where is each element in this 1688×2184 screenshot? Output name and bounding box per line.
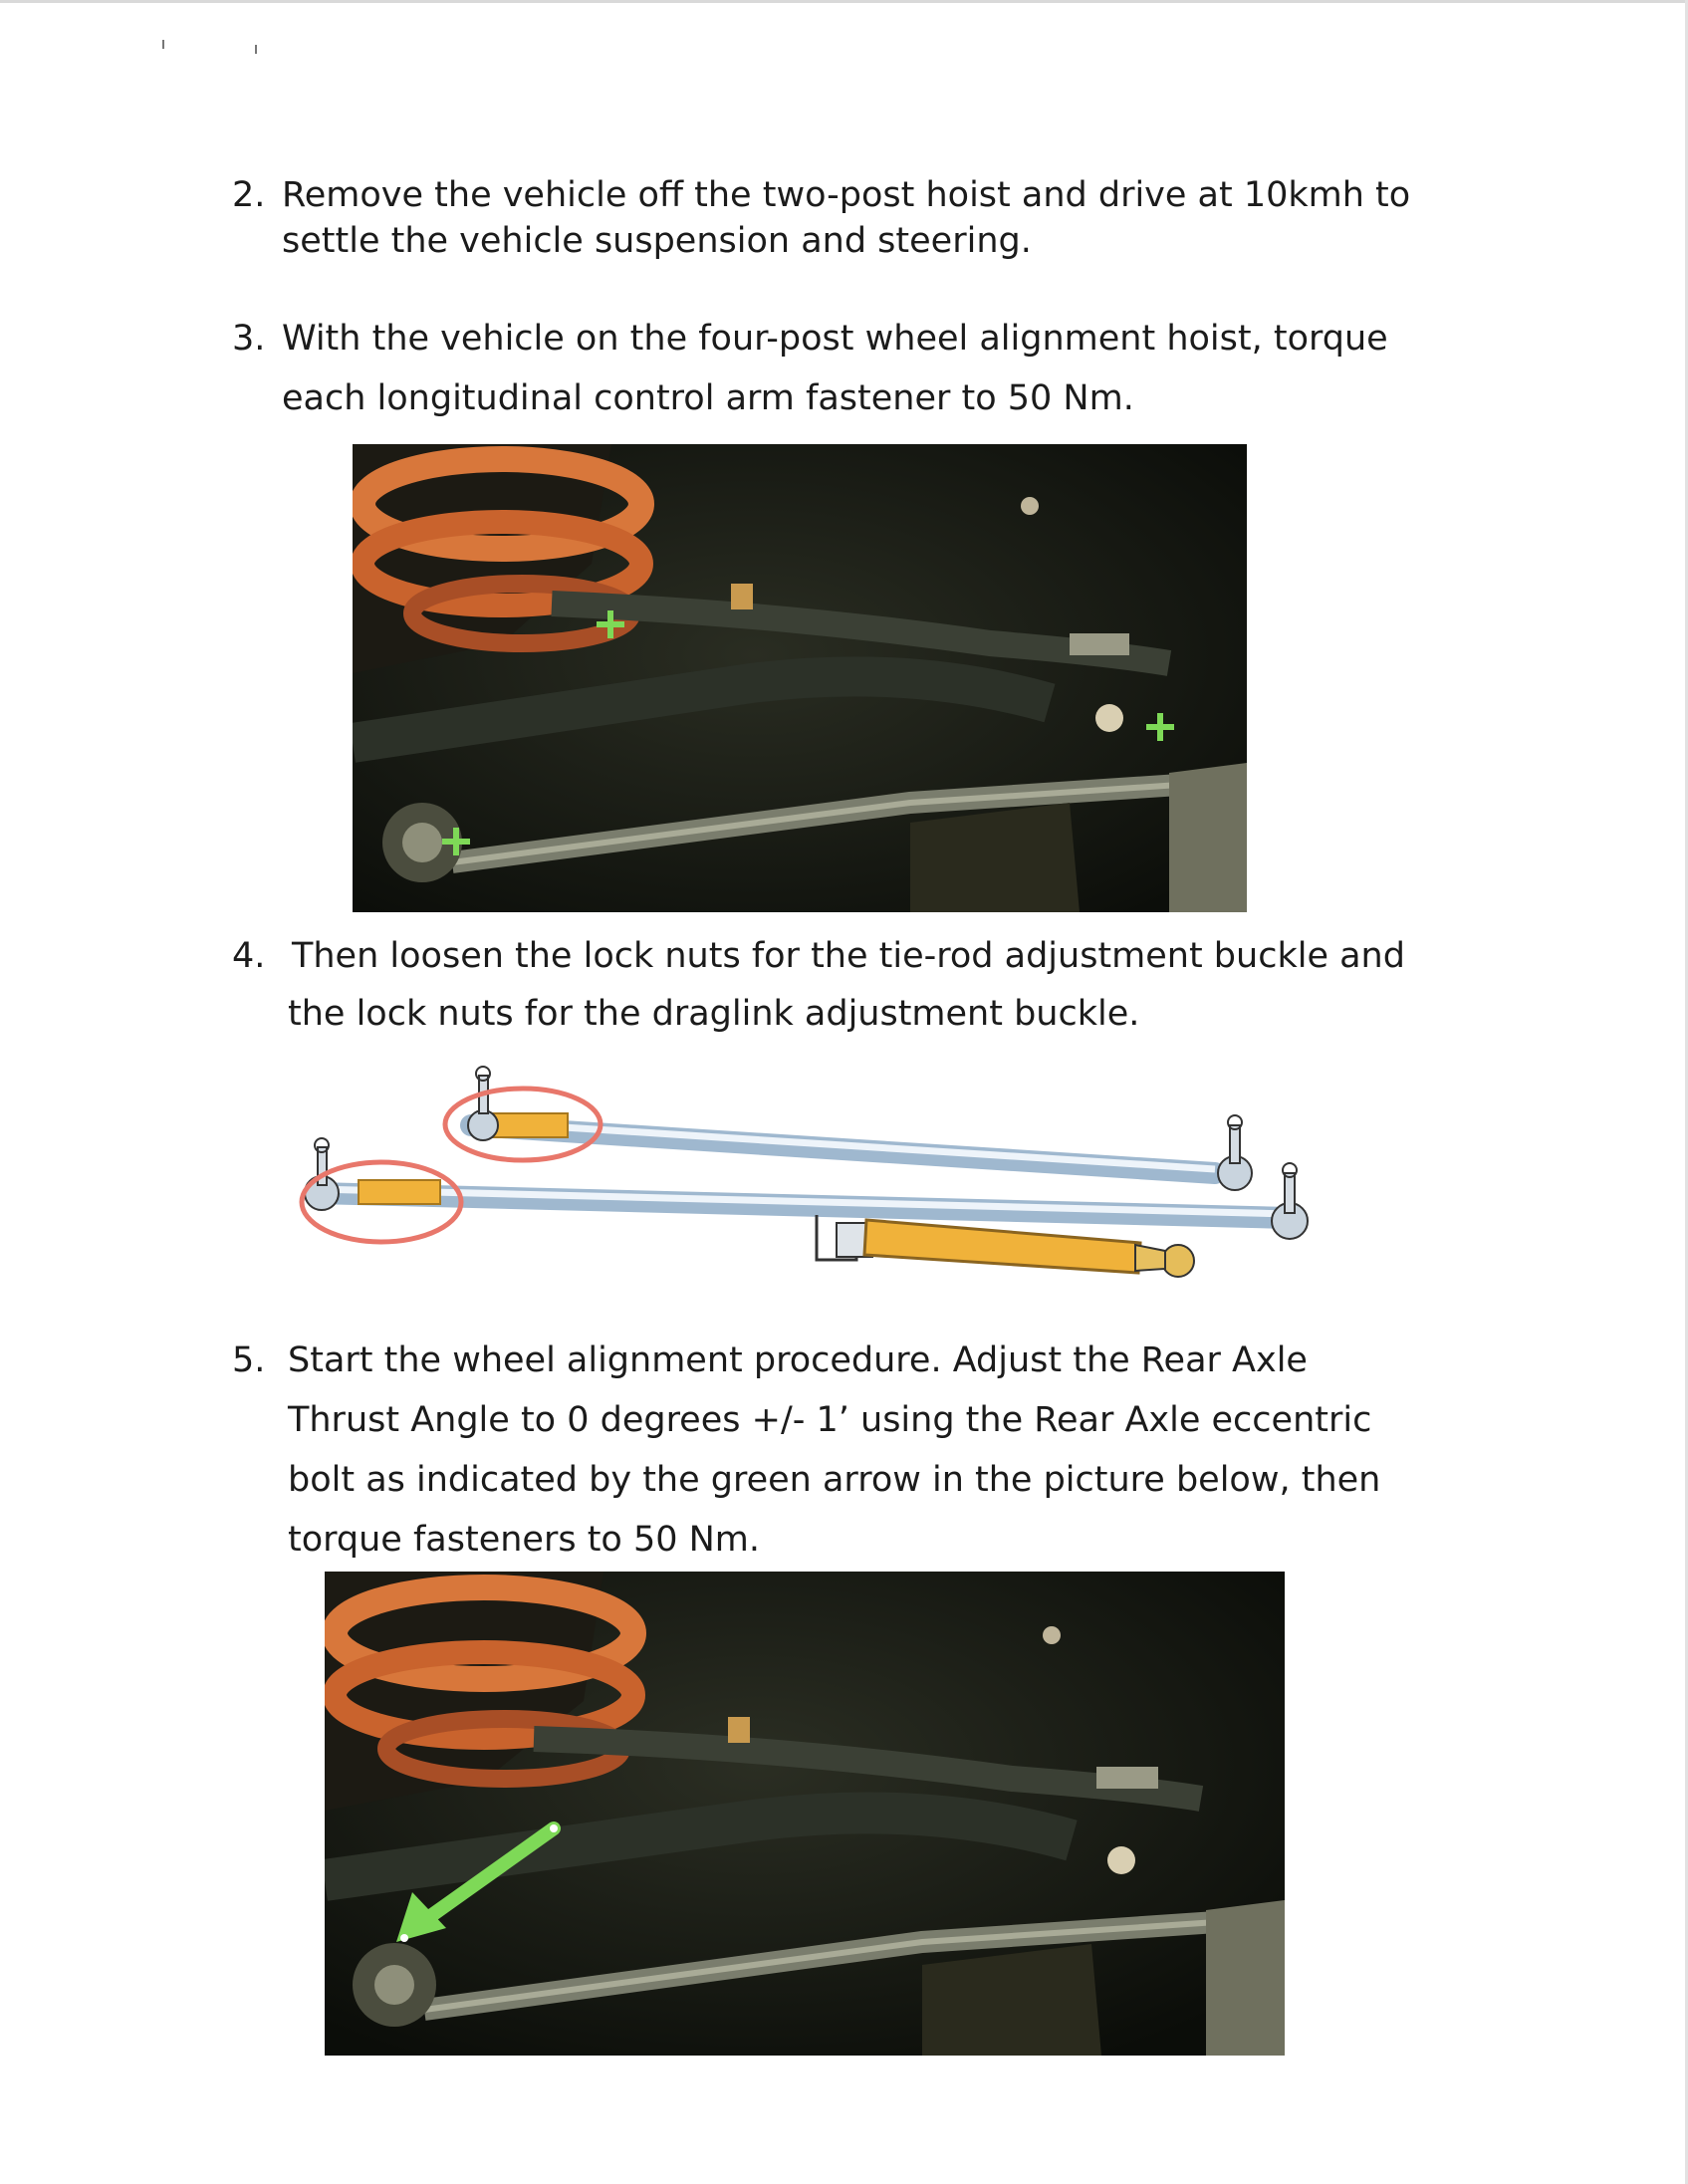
step-number: 5.	[232, 1340, 266, 1380]
step-text-line: Thrust Angle to 0 degrees +/- 1’ using the Rear Axle eccentric	[288, 1400, 1372, 1440]
step-number: 3.	[232, 319, 266, 359]
tie-rod-draglink-diagram	[284, 1056, 1329, 1295]
step-2	[232, 165, 1487, 285]
step-text-line: Start the wheel alignment procedure. Adjust the Rear Axle	[288, 1340, 1308, 1380]
step-text-line: bolt as indicated by the green arrow in the picture below, then	[288, 1460, 1381, 1500]
step-text-line: torque fasteners to 50 Nm.	[288, 1520, 761, 1560]
step-5	[232, 1331, 1487, 1579]
step-4	[232, 926, 1487, 1056]
step-text-line: the lock nuts for the draglink adjustment buckle.	[288, 994, 1140, 1034]
suspension-photo-eccentric-bolt	[325, 1572, 1285, 2056]
step-text-line: settle the vehicle suspension and steering.	[282, 221, 1032, 261]
page-edge	[0, 0, 1688, 3]
step-text-line: Then loosen the lock nuts for the tie-rod adjustment buckle and	[292, 936, 1405, 976]
suspension-photo-torque-points	[353, 444, 1247, 912]
step-text-line: each longitudinal control arm fastener to 50 Nm.	[282, 378, 1134, 418]
step-3	[232, 309, 1487, 438]
step-number: 4.	[232, 936, 266, 976]
scan-speck	[255, 45, 257, 54]
step-number: 2.	[232, 175, 266, 215]
step-text-line: Remove the vehicle off the two-post hoist and drive at 10kmh to	[282, 175, 1411, 215]
scan-speck	[162, 40, 164, 49]
step-text-line: With the vehicle on the four-post wheel alignment hoist, torque	[282, 319, 1388, 359]
